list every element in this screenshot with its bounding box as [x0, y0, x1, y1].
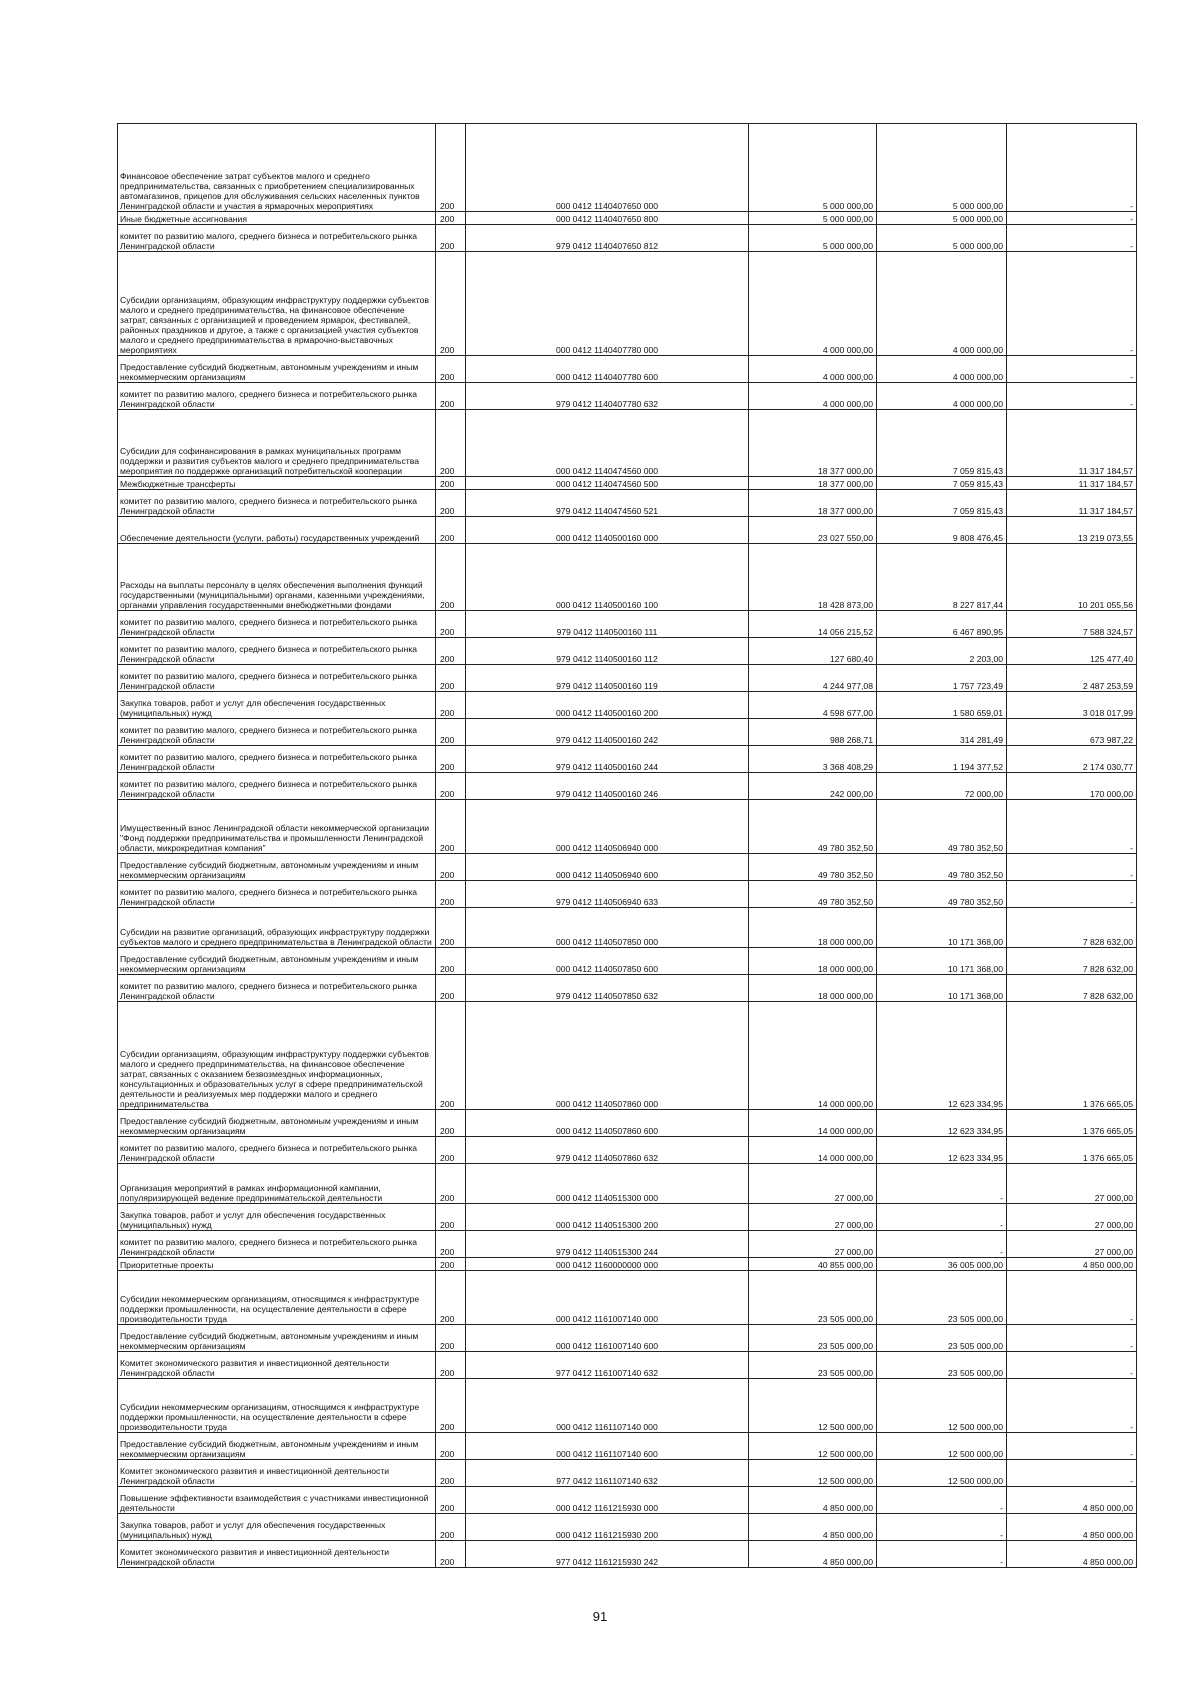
- row-executed-amount: 10 171 368,00: [877, 975, 1007, 1002]
- row-executed-amount: 49 780 352,50: [877, 881, 1007, 908]
- row-budget-code: 000 0412 1140500160 000: [466, 517, 749, 544]
- row-executed-amount: 2 203,00: [877, 638, 1007, 665]
- row-line-code: 200: [436, 1433, 466, 1460]
- row-unexecuted-amount: 4 850 000,00: [1007, 1487, 1137, 1514]
- row-approved-amount: 49 780 352,50: [749, 881, 877, 908]
- row-executed-amount: 49 780 352,50: [877, 854, 1007, 881]
- row-approved-amount: 18 000 000,00: [749, 908, 877, 948]
- row-budget-code: 977 0412 1161107140 632: [466, 1460, 749, 1487]
- row-unexecuted-amount: -: [1007, 383, 1137, 410]
- row-description: Предоставление субсидий бюджетным, автономным учреждениям и иным некоммерческим организациям: [118, 1110, 436, 1137]
- row-approved-amount: 14 000 000,00: [749, 1110, 877, 1137]
- row-approved-amount: 23 027 550,00: [749, 517, 877, 544]
- table-row: [118, 1541, 1137, 1568]
- row-unexecuted-amount: 4 850 000,00: [1007, 1514, 1137, 1541]
- row-line-code: 200: [436, 1514, 466, 1541]
- row-executed-amount: -: [877, 1164, 1007, 1204]
- row-executed-amount: 36 005 000,00: [877, 1258, 1007, 1271]
- row-approved-amount: 12 500 000,00: [749, 1379, 877, 1433]
- row-description: Закупка товаров, работ и услуг для обеспечения государственных (муниципальных) нужд: [118, 692, 436, 719]
- table-row: [118, 692, 1137, 719]
- row-executed-amount: 4 000 000,00: [877, 383, 1007, 410]
- row-line-code: 200: [436, 611, 466, 638]
- row-unexecuted-amount: -: [1007, 1325, 1137, 1352]
- row-executed-amount: 1 757 723,49: [877, 665, 1007, 692]
- row-description: комитет по развитию малого, среднего бизнеса и потребительского рынка Ленинградской области: [118, 225, 436, 252]
- row-unexecuted-amount: 11 317 184,57: [1007, 490, 1137, 517]
- row-approved-amount: 27 000,00: [749, 1204, 877, 1231]
- row-executed-amount: 5 000 000,00: [877, 225, 1007, 252]
- row-line-code: 200: [436, 1352, 466, 1379]
- row-budget-code: 000 0412 1140515300 200: [466, 1204, 749, 1231]
- row-line-code: 200: [436, 975, 466, 1002]
- table-row: [118, 948, 1137, 975]
- row-line-code: 200: [436, 773, 466, 800]
- table-row: [118, 719, 1137, 746]
- table-row: [118, 212, 1137, 225]
- table-body: [118, 124, 1137, 1568]
- row-approved-amount: 40 855 000,00: [749, 1258, 877, 1271]
- row-executed-amount: 23 505 000,00: [877, 1325, 1007, 1352]
- row-unexecuted-amount: 3 018 017,99: [1007, 692, 1137, 719]
- row-unexecuted-amount: 27 000,00: [1007, 1231, 1137, 1258]
- row-executed-amount: 7 059 815,43: [877, 477, 1007, 490]
- row-executed-amount: -: [877, 1514, 1007, 1541]
- row-unexecuted-amount: -: [1007, 800, 1137, 854]
- row-approved-amount: 4 850 000,00: [749, 1514, 877, 1541]
- row-description: Расходы на выплаты персоналу в целях обеспечения выполнения функций государственными (муниципальными) органами, казенными учреждениями, органами управления государственными внебюджетными фондами: [118, 544, 436, 611]
- row-approved-amount: 18 428 873,00: [749, 544, 877, 611]
- row-executed-amount: -: [877, 1487, 1007, 1514]
- row-line-code: 200: [436, 854, 466, 881]
- row-line-code: 200: [436, 517, 466, 544]
- row-executed-amount: 12 623 334,95: [877, 1110, 1007, 1137]
- table-row: [118, 225, 1137, 252]
- row-unexecuted-amount: 1 376 665,05: [1007, 1002, 1137, 1110]
- row-executed-amount: -: [877, 1541, 1007, 1568]
- row-unexecuted-amount: -: [1007, 1433, 1137, 1460]
- row-unexecuted-amount: -: [1007, 881, 1137, 908]
- row-line-code: 200: [436, 1541, 466, 1568]
- row-approved-amount: 18 377 000,00: [749, 477, 877, 490]
- row-executed-amount: 5 000 000,00: [877, 212, 1007, 225]
- row-line-code: 200: [436, 1258, 466, 1271]
- row-description: Повышение эффективности взаимодействия с участниками инвестиционной деятельности: [118, 1487, 436, 1514]
- row-unexecuted-amount: 673 987,22: [1007, 719, 1137, 746]
- row-budget-code: 000 0412 1161107140 600: [466, 1433, 749, 1460]
- table-row: [118, 638, 1137, 665]
- row-budget-code: 000 0412 1140500160 100: [466, 544, 749, 611]
- row-budget-code: 979 0412 1140507850 632: [466, 975, 749, 1002]
- row-budget-code: 979 0412 1140507860 632: [466, 1137, 749, 1164]
- row-executed-amount: 12 500 000,00: [877, 1460, 1007, 1487]
- row-approved-amount: 988 268,71: [749, 719, 877, 746]
- row-approved-amount: 18 000 000,00: [749, 975, 877, 1002]
- row-unexecuted-amount: 1 376 665,05: [1007, 1110, 1137, 1137]
- row-budget-code: 000 0412 1161007140 000: [466, 1271, 749, 1325]
- page-number: 91: [592, 1609, 608, 1624]
- row-description: Приоритетные проекты: [118, 1258, 436, 1271]
- row-line-code: 200: [436, 225, 466, 252]
- row-executed-amount: 314 281,49: [877, 719, 1007, 746]
- row-description: Предоставление субсидий бюджетным, автономным учреждениям и иным некоммерческим организациям: [118, 1433, 436, 1460]
- row-line-code: 200: [436, 1110, 466, 1137]
- row-approved-amount: 49 780 352,50: [749, 854, 877, 881]
- row-budget-code: 000 0412 1161215930 000: [466, 1487, 749, 1514]
- row-unexecuted-amount: -: [1007, 1271, 1137, 1325]
- row-budget-code: 979 0412 1140500160 111: [466, 611, 749, 638]
- row-unexecuted-amount: 7 828 632,00: [1007, 975, 1137, 1002]
- row-description: Субсидии организациям, образующим инфраструктуру поддержки субъектов малого и среднего предпринимательства, на финансовое обеспечение затрат, связанных с организацией и проведением ярмарок, фестивалей, районных праздников и другое, а также с организацией участия субъектов малого и среднего предпринимательства в ярмарочно-выставочных мероприятиях: [118, 252, 436, 356]
- row-budget-code: 000 0412 1140500160 200: [466, 692, 749, 719]
- row-description: Обеспечение деятельности (услуги, работы) государственных учреждений: [118, 517, 436, 544]
- row-line-code: 200: [436, 1164, 466, 1204]
- row-executed-amount: 10 171 368,00: [877, 948, 1007, 975]
- row-line-code: 200: [436, 692, 466, 719]
- table-row: [118, 544, 1137, 611]
- row-budget-code: 000 0412 1140507850 000: [466, 908, 749, 948]
- row-description: Предоставление субсидий бюджетным, автономным учреждениям и иным некоммерческим организациям: [118, 1325, 436, 1352]
- row-line-code: 200: [436, 1002, 466, 1110]
- row-unexecuted-amount: 7 828 632,00: [1007, 948, 1137, 975]
- row-line-code: 200: [436, 477, 466, 490]
- row-executed-amount: 4 000 000,00: [877, 356, 1007, 383]
- table-row: [118, 383, 1137, 410]
- row-line-code: 200: [436, 719, 466, 746]
- table-row: [118, 773, 1137, 800]
- table-row: [118, 1137, 1137, 1164]
- table-row: [118, 477, 1137, 490]
- row-description: Иные бюджетные ассигнования: [118, 212, 436, 225]
- row-description: Субсидии некоммерческим организациям, относящимся к инфраструктуре поддержки промышленности, на осуществление деятельности в сфере производительности труда: [118, 1379, 436, 1433]
- row-approved-amount: 4 598 677,00: [749, 692, 877, 719]
- row-unexecuted-amount: -: [1007, 252, 1137, 356]
- row-unexecuted-amount: 11 317 184,57: [1007, 477, 1137, 490]
- row-approved-amount: 18 000 000,00: [749, 948, 877, 975]
- row-unexecuted-amount: 7 828 632,00: [1007, 908, 1137, 948]
- row-executed-amount: 23 505 000,00: [877, 1271, 1007, 1325]
- row-description: Межбюджетные трансферты: [118, 477, 436, 490]
- row-approved-amount: 23 505 000,00: [749, 1271, 877, 1325]
- row-unexecuted-amount: 10 201 055,56: [1007, 544, 1137, 611]
- row-line-code: 200: [436, 410, 466, 477]
- row-approved-amount: 18 377 000,00: [749, 410, 877, 477]
- row-unexecuted-amount: -: [1007, 1379, 1137, 1433]
- row-approved-amount: 14 056 215,52: [749, 611, 877, 638]
- table-row: [118, 1352, 1137, 1379]
- row-line-code: 200: [436, 638, 466, 665]
- row-description: комитет по развитию малого, среднего бизнеса и потребительского рынка Ленинградской области: [118, 975, 436, 1002]
- row-description: Предоставление субсидий бюджетным, автономным учреждениям и иным некоммерческим организациям: [118, 854, 436, 881]
- row-budget-code: 977 0412 1161215930 242: [466, 1541, 749, 1568]
- row-line-code: 200: [436, 1460, 466, 1487]
- table-row: [118, 1258, 1137, 1271]
- row-budget-code: 979 0412 1140500160 244: [466, 746, 749, 773]
- table-row: [118, 854, 1137, 881]
- row-executed-amount: 6 467 890,95: [877, 611, 1007, 638]
- table-row: [118, 1379, 1137, 1433]
- row-description: Предоставление субсидий бюджетным, автономным учреждениям и иным некоммерческим организациям: [118, 356, 436, 383]
- row-approved-amount: 23 505 000,00: [749, 1325, 877, 1352]
- table-row: [118, 800, 1137, 854]
- row-unexecuted-amount: 27 000,00: [1007, 1204, 1137, 1231]
- row-description: комитет по развитию малого, среднего бизнеса и потребительского рынка Ленинградской области: [118, 490, 436, 517]
- row-description: комитет по развитию малого, среднего бизнеса и потребительского рынка Ленинградской области: [118, 383, 436, 410]
- row-budget-code: 977 0412 1161007140 632: [466, 1352, 749, 1379]
- row-executed-amount: 12 500 000,00: [877, 1433, 1007, 1460]
- row-budget-code: 979 0412 1140474560 521: [466, 490, 749, 517]
- row-unexecuted-amount: 11 317 184,57: [1007, 410, 1137, 477]
- row-executed-amount: 23 505 000,00: [877, 1352, 1007, 1379]
- row-line-code: 200: [436, 1231, 466, 1258]
- row-unexecuted-amount: 170 000,00: [1007, 773, 1137, 800]
- row-budget-code: 000 0412 1140474560 000: [466, 410, 749, 477]
- row-budget-code: 000 0412 1160000000 000: [466, 1258, 749, 1271]
- row-executed-amount: 1 580 659,01: [877, 692, 1007, 719]
- row-line-code: 200: [436, 1271, 466, 1325]
- table-row: [118, 1002, 1137, 1110]
- row-approved-amount: 49 780 352,50: [749, 800, 877, 854]
- row-budget-code: 979 0412 1140500160 242: [466, 719, 749, 746]
- row-line-code: 200: [436, 908, 466, 948]
- row-budget-code: 000 0412 1140515300 000: [466, 1164, 749, 1204]
- row-line-code: 200: [436, 212, 466, 225]
- row-line-code: 200: [436, 1204, 466, 1231]
- row-approved-amount: 12 500 000,00: [749, 1460, 877, 1487]
- row-approved-amount: 14 000 000,00: [749, 1002, 877, 1110]
- row-line-code: 200: [436, 124, 466, 212]
- row-approved-amount: 4 000 000,00: [749, 383, 877, 410]
- row-description: комитет по развитию малого, среднего бизнеса и потребительского рынка Ленинградской области: [118, 773, 436, 800]
- row-budget-code: 000 0412 1140506940 000: [466, 800, 749, 854]
- row-line-code: 200: [436, 252, 466, 356]
- row-unexecuted-amount: 27 000,00: [1007, 1164, 1137, 1204]
- row-unexecuted-amount: 2 487 253,59: [1007, 665, 1137, 692]
- row-description: Финансовое обеспечение затрат субъектов малого и среднего предпринимательства, связанных с приобретением специализированных автомагазинов, прицепов для обслуживания сельских населенных пунктов Ленинградской области и участия в ярмарочных мероприятиях: [118, 124, 436, 212]
- row-executed-amount: 12 623 334,95: [877, 1137, 1007, 1164]
- row-unexecuted-amount: 7 588 324,57: [1007, 611, 1137, 638]
- table-row: [118, 1514, 1137, 1541]
- row-line-code: 200: [436, 665, 466, 692]
- row-budget-code: 000 0412 1161215930 200: [466, 1514, 749, 1541]
- row-line-code: 200: [436, 1487, 466, 1514]
- row-approved-amount: 12 500 000,00: [749, 1433, 877, 1460]
- row-line-code: 200: [436, 1325, 466, 1352]
- table-row: [118, 252, 1137, 356]
- row-budget-code: 979 0412 1140500160 119: [466, 665, 749, 692]
- row-budget-code: 000 0412 1161007140 600: [466, 1325, 749, 1352]
- row-executed-amount: -: [877, 1204, 1007, 1231]
- row-approved-amount: 18 377 000,00: [749, 490, 877, 517]
- row-description: комитет по развитию малого, среднего бизнеса и потребительского рынка Ленинградской области: [118, 1137, 436, 1164]
- table-row: [118, 1204, 1137, 1231]
- row-executed-amount: 12 623 334,95: [877, 1002, 1007, 1110]
- row-executed-amount: 4 000 000,00: [877, 252, 1007, 356]
- row-budget-code: 000 0412 1140506940 600: [466, 854, 749, 881]
- row-line-code: 200: [436, 1137, 466, 1164]
- row-budget-code: 000 0412 1140407780 000: [466, 252, 749, 356]
- row-budget-code: 000 0412 1140407650 000: [466, 124, 749, 212]
- row-budget-code: 000 0412 1140407650 800: [466, 212, 749, 225]
- row-budget-code: 979 0412 1140500160 246: [466, 773, 749, 800]
- row-approved-amount: 4 000 000,00: [749, 252, 877, 356]
- row-unexecuted-amount: -: [1007, 124, 1137, 212]
- table-row: [118, 1460, 1137, 1487]
- row-executed-amount: -: [877, 1231, 1007, 1258]
- row-budget-code: 979 0412 1140506940 633: [466, 881, 749, 908]
- row-executed-amount: 1 194 377,52: [877, 746, 1007, 773]
- row-unexecuted-amount: -: [1007, 1352, 1137, 1379]
- row-budget-code: 979 0412 1140407780 632: [466, 383, 749, 410]
- row-description: Комитет экономического развития и инвестиционной деятельности Ленинградской области: [118, 1352, 436, 1379]
- row-unexecuted-amount: 13 219 073,55: [1007, 517, 1137, 544]
- row-unexecuted-amount: -: [1007, 212, 1137, 225]
- table-row: [118, 908, 1137, 948]
- row-approved-amount: 27 000,00: [749, 1231, 877, 1258]
- table-row: [118, 490, 1137, 517]
- row-description: Субсидии на развитие организаций, образующих инфраструктуру поддержки субъектов малого и среднего предпринимательства в Ленинградской области: [118, 908, 436, 948]
- row-description: комитет по развитию малого, среднего бизнеса и потребительского рынка Ленинградской области: [118, 665, 436, 692]
- table-row: [118, 1271, 1137, 1325]
- row-executed-amount: 10 171 368,00: [877, 908, 1007, 948]
- row-executed-amount: 49 780 352,50: [877, 800, 1007, 854]
- row-budget-code: 000 0412 1140507850 600: [466, 948, 749, 975]
- row-line-code: 200: [436, 1379, 466, 1433]
- table-row: [118, 124, 1137, 212]
- row-unexecuted-amount: -: [1007, 356, 1137, 383]
- row-approved-amount: 23 505 000,00: [749, 1352, 877, 1379]
- row-description: комитет по развитию малого, среднего бизнеса и потребительского рынка Ленинградской области: [118, 611, 436, 638]
- row-unexecuted-amount: 4 850 000,00: [1007, 1541, 1137, 1568]
- row-approved-amount: 3 368 408,29: [749, 746, 877, 773]
- row-executed-amount: 8 227 817,44: [877, 544, 1007, 611]
- row-approved-amount: 5 000 000,00: [749, 225, 877, 252]
- row-approved-amount: 14 000 000,00: [749, 1137, 877, 1164]
- row-executed-amount: 72 000,00: [877, 773, 1007, 800]
- row-line-code: 200: [436, 383, 466, 410]
- row-unexecuted-amount: 1 376 665,05: [1007, 1137, 1137, 1164]
- table-row: [118, 975, 1137, 1002]
- row-budget-code: 000 0412 1140507860 000: [466, 1002, 749, 1110]
- row-approved-amount: 4 000 000,00: [749, 356, 877, 383]
- row-budget-code: 000 0412 1140474560 500: [466, 477, 749, 490]
- table-row: [118, 1231, 1137, 1258]
- row-approved-amount: 242 000,00: [749, 773, 877, 800]
- row-description: Комитет экономического развития и инвестиционной деятельности Ленинградской области: [118, 1460, 436, 1487]
- row-line-code: 200: [436, 746, 466, 773]
- row-line-code: 200: [436, 544, 466, 611]
- row-description: комитет по развитию малого, среднего бизнеса и потребительского рынка Ленинградской области: [118, 746, 436, 773]
- table-row: [118, 611, 1137, 638]
- table-row: [118, 1164, 1137, 1204]
- row-description: Имущественный взнос Ленинградской области некоммерческой организации "Фонд поддержки предпринимательства и промышленности Ленинградской области, микрокредитная компания": [118, 800, 436, 854]
- row-description: комитет по развитию малого, среднего бизнеса и потребительского рынка Ленинградской области: [118, 638, 436, 665]
- table-row: [118, 1433, 1137, 1460]
- row-unexecuted-amount: 2 174 030,77: [1007, 746, 1137, 773]
- row-approved-amount: 27 000,00: [749, 1164, 877, 1204]
- row-line-code: 200: [436, 948, 466, 975]
- row-budget-code: 979 0412 1140500160 112: [466, 638, 749, 665]
- row-description: Субсидии организациям, образующим инфраструктуру поддержки субъектов малого и среднего предпринимательства, на финансовое обеспечение затрат, связанных с оказанием безвозмездных информационных, консультационных и образовательных услуг в сфере предпринимательской деятельности и реализуемых мер поддержки малого и среднего предпринимательства: [118, 1002, 436, 1110]
- table-row: [118, 517, 1137, 544]
- row-executed-amount: 9 808 476,45: [877, 517, 1007, 544]
- row-line-code: 200: [436, 490, 466, 517]
- row-description: Закупка товаров, работ и услуг для обеспечения государственных (муниципальных) нужд: [118, 1204, 436, 1231]
- row-unexecuted-amount: -: [1007, 854, 1137, 881]
- row-line-code: 200: [436, 800, 466, 854]
- table-row: [118, 1110, 1137, 1137]
- row-approved-amount: 4 244 977,08: [749, 665, 877, 692]
- row-description: комитет по развитию малого, среднего бизнеса и потребительского рынка Ленинградской области: [118, 719, 436, 746]
- row-executed-amount: 12 500 000,00: [877, 1379, 1007, 1433]
- row-executed-amount: 5 000 000,00: [877, 124, 1007, 212]
- row-description: комитет по развитию малого, среднего бизнеса и потребительского рынка Ленинградской области: [118, 1231, 436, 1258]
- row-budget-code: 000 0412 1140507860 600: [466, 1110, 749, 1137]
- budget-execution-table: [117, 123, 1137, 1568]
- row-description: комитет по развитию малого, среднего бизнеса и потребительского рынка Ленинградской области: [118, 881, 436, 908]
- row-unexecuted-amount: 125 477,40: [1007, 638, 1137, 665]
- row-executed-amount: 7 059 815,43: [877, 410, 1007, 477]
- row-unexecuted-amount: 4 850 000,00: [1007, 1258, 1137, 1271]
- row-line-code: 200: [436, 881, 466, 908]
- row-budget-code: 979 0412 1140407650 812: [466, 225, 749, 252]
- row-description: Субсидии некоммерческим организациям, относящимся к инфраструктуре поддержки промышленности, на осуществление деятельности в сфере производительности труда: [118, 1271, 436, 1325]
- row-approved-amount: 127 680,40: [749, 638, 877, 665]
- row-approved-amount: 5 000 000,00: [749, 124, 877, 212]
- table-row: [118, 746, 1137, 773]
- row-approved-amount: 4 850 000,00: [749, 1487, 877, 1514]
- table-row: [118, 356, 1137, 383]
- row-description: Закупка товаров, работ и услуг для обеспечения государственных (муниципальных) нужд: [118, 1514, 436, 1541]
- row-executed-amount: 7 059 815,43: [877, 490, 1007, 517]
- row-description: Комитет экономического развития и инвестиционной деятельности Ленинградской области: [118, 1541, 436, 1568]
- row-description: Организация мероприятий в рамках информационной кампании, популяризирующей ведение предпринимательской деятельности: [118, 1164, 436, 1204]
- row-budget-code: 979 0412 1140515300 244: [466, 1231, 749, 1258]
- row-unexecuted-amount: -: [1007, 225, 1137, 252]
- row-unexecuted-amount: -: [1007, 1460, 1137, 1487]
- table-row: [118, 665, 1137, 692]
- row-budget-code: 000 0412 1140407780 600: [466, 356, 749, 383]
- table-row: [118, 1487, 1137, 1514]
- table-row: [118, 1325, 1137, 1352]
- row-approved-amount: 5 000 000,00: [749, 212, 877, 225]
- table-row: [118, 881, 1137, 908]
- row-line-code: 200: [436, 356, 466, 383]
- row-budget-code: 000 0412 1161107140 000: [466, 1379, 749, 1433]
- row-approved-amount: 4 850 000,00: [749, 1541, 877, 1568]
- row-description: Предоставление субсидий бюджетным, автономным учреждениям и иным некоммерческим организациям: [118, 948, 436, 975]
- table-row: [118, 410, 1137, 477]
- row-description: Субсидии для софинансирования в рамках муниципальных программ поддержки и развития субъектов малого и среднего предпринимательства мероприятия по поддержке организаций потребительской кооперации: [118, 410, 436, 477]
